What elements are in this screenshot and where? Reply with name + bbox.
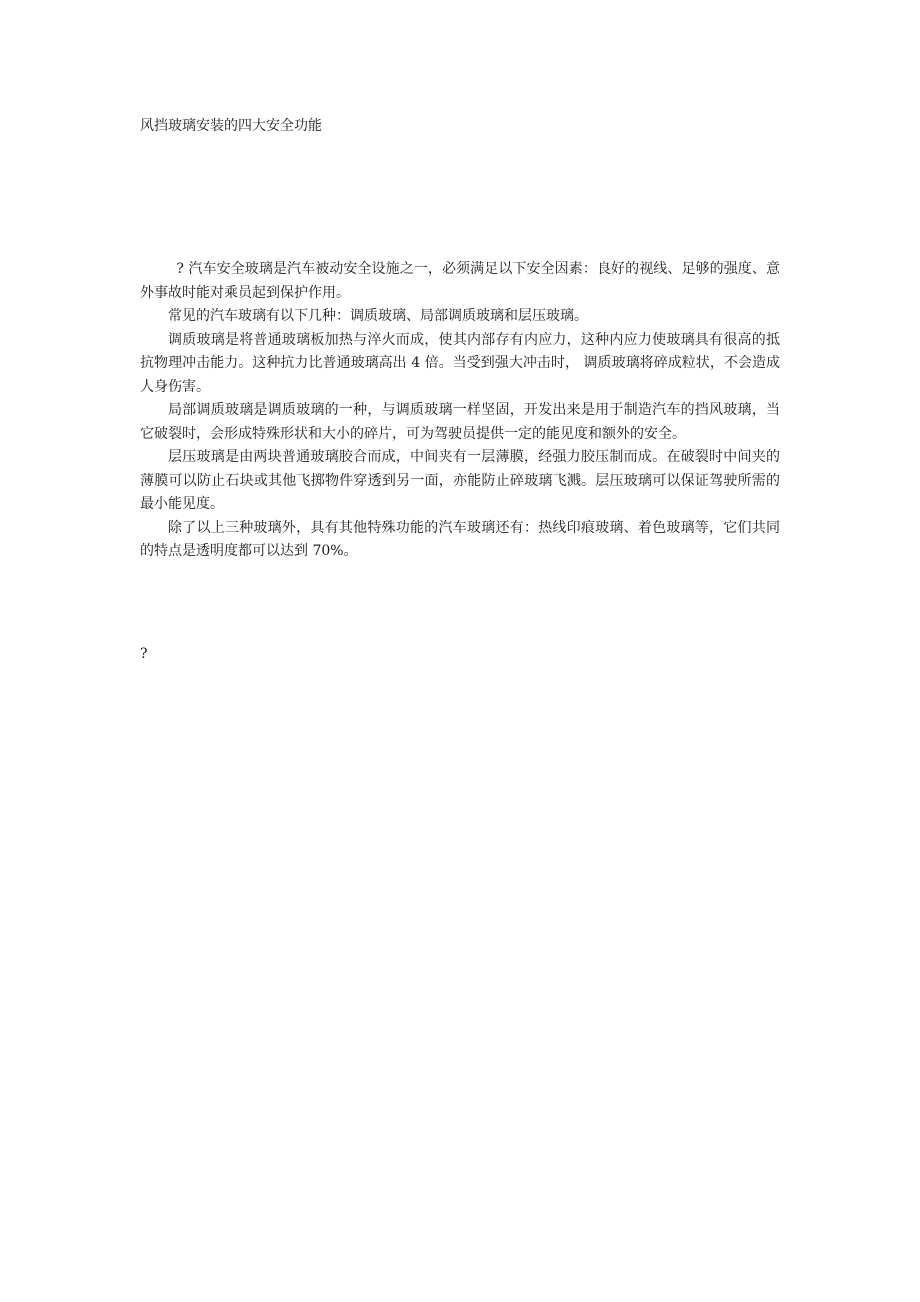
paragraph-special-glass: 除了以上三种玻璃外，具有其他特殊功能的汽车玻璃还有：热线印痕玻璃、着色玻璃等，它们共同的特点是透明度都可以达到 70%。 — [140, 519, 780, 559]
paragraph-partially-tempered-glass: 局部调质玻璃是调质玻璃的一种，与调质玻璃一样坚固，开发出来是用于制造汽车的挡风玻璃，当它破裂时，会形成特殊形状和大小的碎片，可为驾驶员提供一定的能见度和额外的安全。 — [140, 402, 780, 442]
paragraph-tempered-glass: 调质玻璃是将普通玻璃板加热与淬火而成，使其内部存有内应力，这种内应力使玻璃具有很高的抵抗物理冲击能力。这种抗力比普通玻璃高出 4 倍。当受到强大冲击时， 调质玻璃将碎成粒状，不会造成人身伤害。 — [140, 331, 780, 395]
paragraph-glass-types: 常见的汽车玻璃有以下几种：调质玻璃、局部调质玻璃和层压玻璃。 — [168, 308, 588, 324]
document-title: 风挡玻璃安装的四大安全功能 — [140, 118, 322, 134]
trailing-mark: ? — [140, 646, 148, 662]
document-body — [140, 258, 780, 564]
paragraph-laminated-glass: 层压玻璃是由两块普通玻璃胶合而成，中间夹有一层薄膜，经强力胶压制而成。在破裂时中间夹的薄膜可以防止石块或其他飞掷物件穿透到另一面，亦能防止碎玻璃飞溅。层压玻璃可以保证驾驶所需的最小能见度。 — [140, 449, 780, 512]
paragraph-intro: ? 汽车安全玻璃是汽车被动安全设施之一，必须满足以下安全因素：良好的视线、足够的强度、意外事故时能对乘员起到保护作用。 — [140, 261, 780, 301]
